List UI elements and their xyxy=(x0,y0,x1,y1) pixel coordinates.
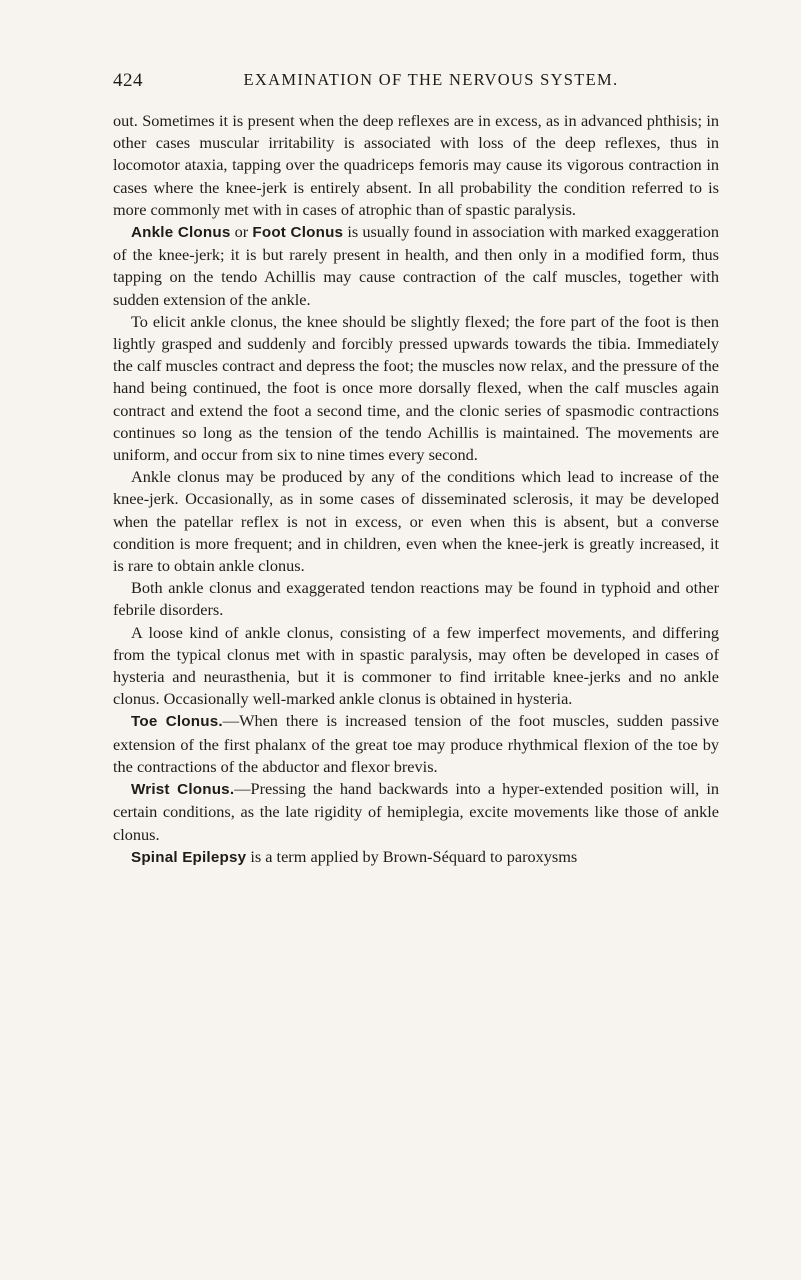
paragraph-continuation: out. Sometimes it is present when the deep reflexes are in excess, as in advanced phthisis; in other cases muscular irritability is associated with loss of the deep reflexes, thus in locomotor ataxia, tapping over the quadriceps femoris may cause its vigorous contraction in cases where the knee-jerk is entirely absent. In all probability the condition referred to is more commonly met with in cases of atrophic than of spastic paralysis. xyxy=(113,111,719,219)
heading-or: or xyxy=(230,222,253,242)
paragraph-elicit: To elicit ankle clonus, the knee should be slightly flexed; the fore part of the foot is then lightly grasped and suddenly and forcibly pressed upwards towards the tibia. Immediately the calf muscles contract and depress the foot; the muscles now relax, and the pressure of the hand being continued, the foot is once more dorsally flexed, when the calf muscles again contract and extend the foot a second time, and the clonic series of spasmodic contractions continues so long as the tension of the tendo Achillis is maintained. The movements are uniform, and occur from six to nine times every second. xyxy=(113,311,719,465)
paragraph-loose-clonus: A loose kind of ankle clonus, consisting of a few imperfect movements, and differing from the typical clonus met with in spastic paralysis, may often be developed in cases of hysteria and neurasthenia, but it is commoner to find irritable knee-jerks and no ankle clonus. Occasionally well-marked ankle clonus is obtained in hysteria. xyxy=(113,622,719,709)
heading-ankle-clonus: Ankle Clonus xyxy=(131,224,231,242)
page-number: 424 xyxy=(113,70,143,91)
paragraph-toe-clonus xyxy=(113,710,719,778)
paragraph-text: —Pressing the hand backwards into a hyper-extended position will, in certain conditions, as the late rigidity of hemiplegia, excite movements like those of ankle clonus. xyxy=(113,779,719,844)
paragraph-typhoid: Both ankle clonus and exaggerated tendon reactions may be found in typhoid and other febrile disorders. xyxy=(113,578,719,620)
paragraph-wrist-clonus xyxy=(113,778,719,846)
heading-foot-clonus: Foot Clonus xyxy=(252,224,344,242)
paragraph-text: —When there is increased tension of the foot muscles, sudden passive extension of the first phalanx of the great toe may produce rhythmical flexion of the toe by the contractions of the abductor and flexor brevis. xyxy=(113,711,719,776)
body-text xyxy=(113,110,719,869)
heading-wrist-clonus: Wrist Clonus. xyxy=(131,781,235,799)
page-header xyxy=(113,70,719,96)
paragraph-spinal-epilepsy xyxy=(113,846,719,869)
running-head: EXAMINATION OF THE NERVOUS SYSTEM. xyxy=(243,70,619,89)
heading-spinal-epilepsy: Spinal Epilepsy xyxy=(131,848,247,866)
paragraph-ankle-clonus xyxy=(113,221,719,311)
paragraph-text: is usually found in association with marked exaggeration of the knee-jerk; it is but rarely present in health, and then only in a modified form, thus tapping on the tendo Achillis may cause contraction of the calf muscles, together with sudden extension of the ankle. xyxy=(113,222,720,309)
heading-toe-clonus: Toe Clonus. xyxy=(131,713,223,731)
paragraph-produced: Ankle clonus may be produced by any of the conditions which lead to increase of the knee-jerk. Occasionally, as in some cases of disseminated sclerosis, it may be developed when the patellar reflex is not in excess, or even when this is absent, but a converse condition is more frequent; and in children, even when the knee-jerk is greatly increased, it is rare to obtain ankle clonus. xyxy=(113,467,719,576)
paragraph-text: is a term applied by Brown-Séquard to paroxysms xyxy=(246,846,578,866)
